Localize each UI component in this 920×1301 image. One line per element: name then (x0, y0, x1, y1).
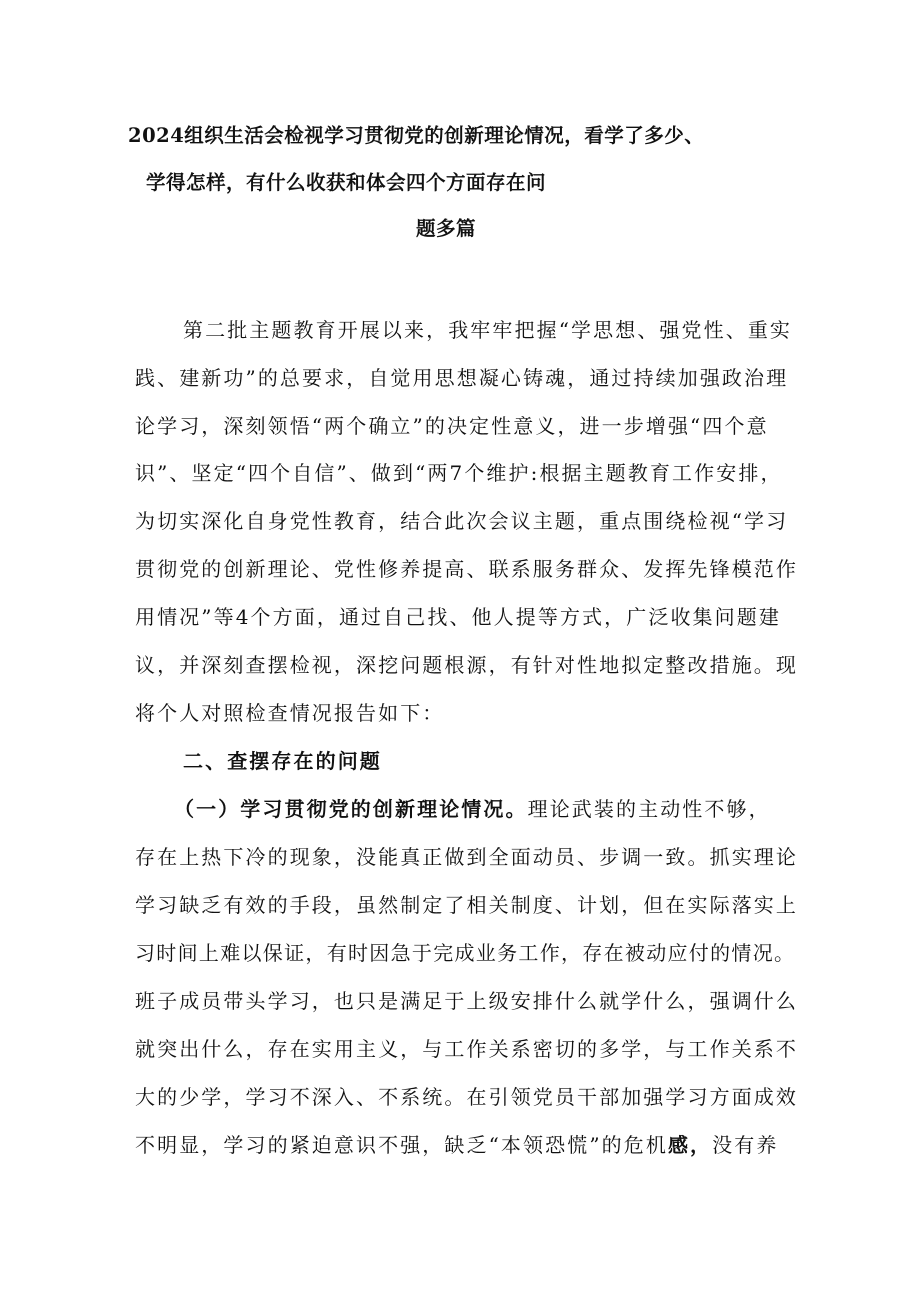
intro-line-7: 用情况”等4个方面，通过自己找、他人提等方式，广泛收集问题建 (135, 605, 781, 629)
subsection-line-3: 学习缺乏有效的手段，虽然制定了相关制度、计划，但在实际落实上 (135, 893, 798, 917)
intro-line-1: 第二批主题教育开展以来，我牢牢把握“学思想、强党性、重实 (183, 318, 793, 342)
subsection-line-8-end: 没有养 (712, 1133, 779, 1157)
subsection-line-8-start: 不明显，学习的紧迫意识不强，缺乏“本领恐慌”的危机 (135, 1133, 668, 1157)
subsection-line-7: 大的少学，学习不深入、不系统。在引领党员干部加强学习方面成效 (135, 1085, 798, 1109)
subsection-line-5: 班子成员带头学习，也只是满足于上级安排什么就学什么，强调什么 (135, 989, 798, 1013)
section-heading: 二、查摆存在的问题 (183, 749, 382, 773)
subsection-line-6: 就突出什么，存在实用主义，与工作关系密切的多学，与工作关系不 (135, 1037, 798, 1061)
subsection-heading: （一）学习贯彻党的创新理论情况。 (174, 797, 528, 821)
subsection-line-2: 存在上热下冷的现象，没能真正做到全面动员、步调一致。抓实理论 (135, 845, 798, 869)
document-title-line-1: 2024组织生活会检视学习贯彻党的创新理论情况，看学了多少、 (128, 124, 705, 147)
subsection-line-8 (135, 1129, 778, 1158)
subsection-first-text: 理论武装的主动性不够， (527, 797, 771, 821)
document-title-line-2: 学得怎样，有什么收获和体会四个方面存在问 (146, 171, 547, 194)
intro-line-8: 议，并深刻查摆检视，深挖问题根源，有针对性地拟定整改措施。现 (135, 653, 798, 677)
intro-line-4: 识”、坚定“四个自信”、做到“两7个维护:根据主题教育工作安排， (135, 461, 783, 485)
subsection-line-4: 习时间上难以保证，有时因急于完成业务工作，存在被动应付的情况。 (135, 941, 796, 965)
intro-line-2: 践、建新功”的总要求，自觉用思想凝心铸魂，通过持续加强政治理 (135, 366, 789, 390)
document-title-line-3: 题多篇 (416, 217, 477, 240)
intro-line-3: 论学习，深刻领悟“两个确立”的决定性意义，进一步增强“四个意 (135, 414, 769, 438)
intro-line-6: 贯彻党的创新理论、党性修养提高、联系服务群众、发挥先锋模范作 (135, 557, 798, 581)
subsection-line-8-bold: 感， (667, 1133, 713, 1157)
intro-line-9: 将个人对照检查情况报告如下： (135, 701, 445, 725)
subsection-first-line (174, 793, 771, 822)
intro-line-5: 为切实深化自身党性教育，结合此次会议主题，重点围绕检视“学习 (135, 509, 789, 533)
